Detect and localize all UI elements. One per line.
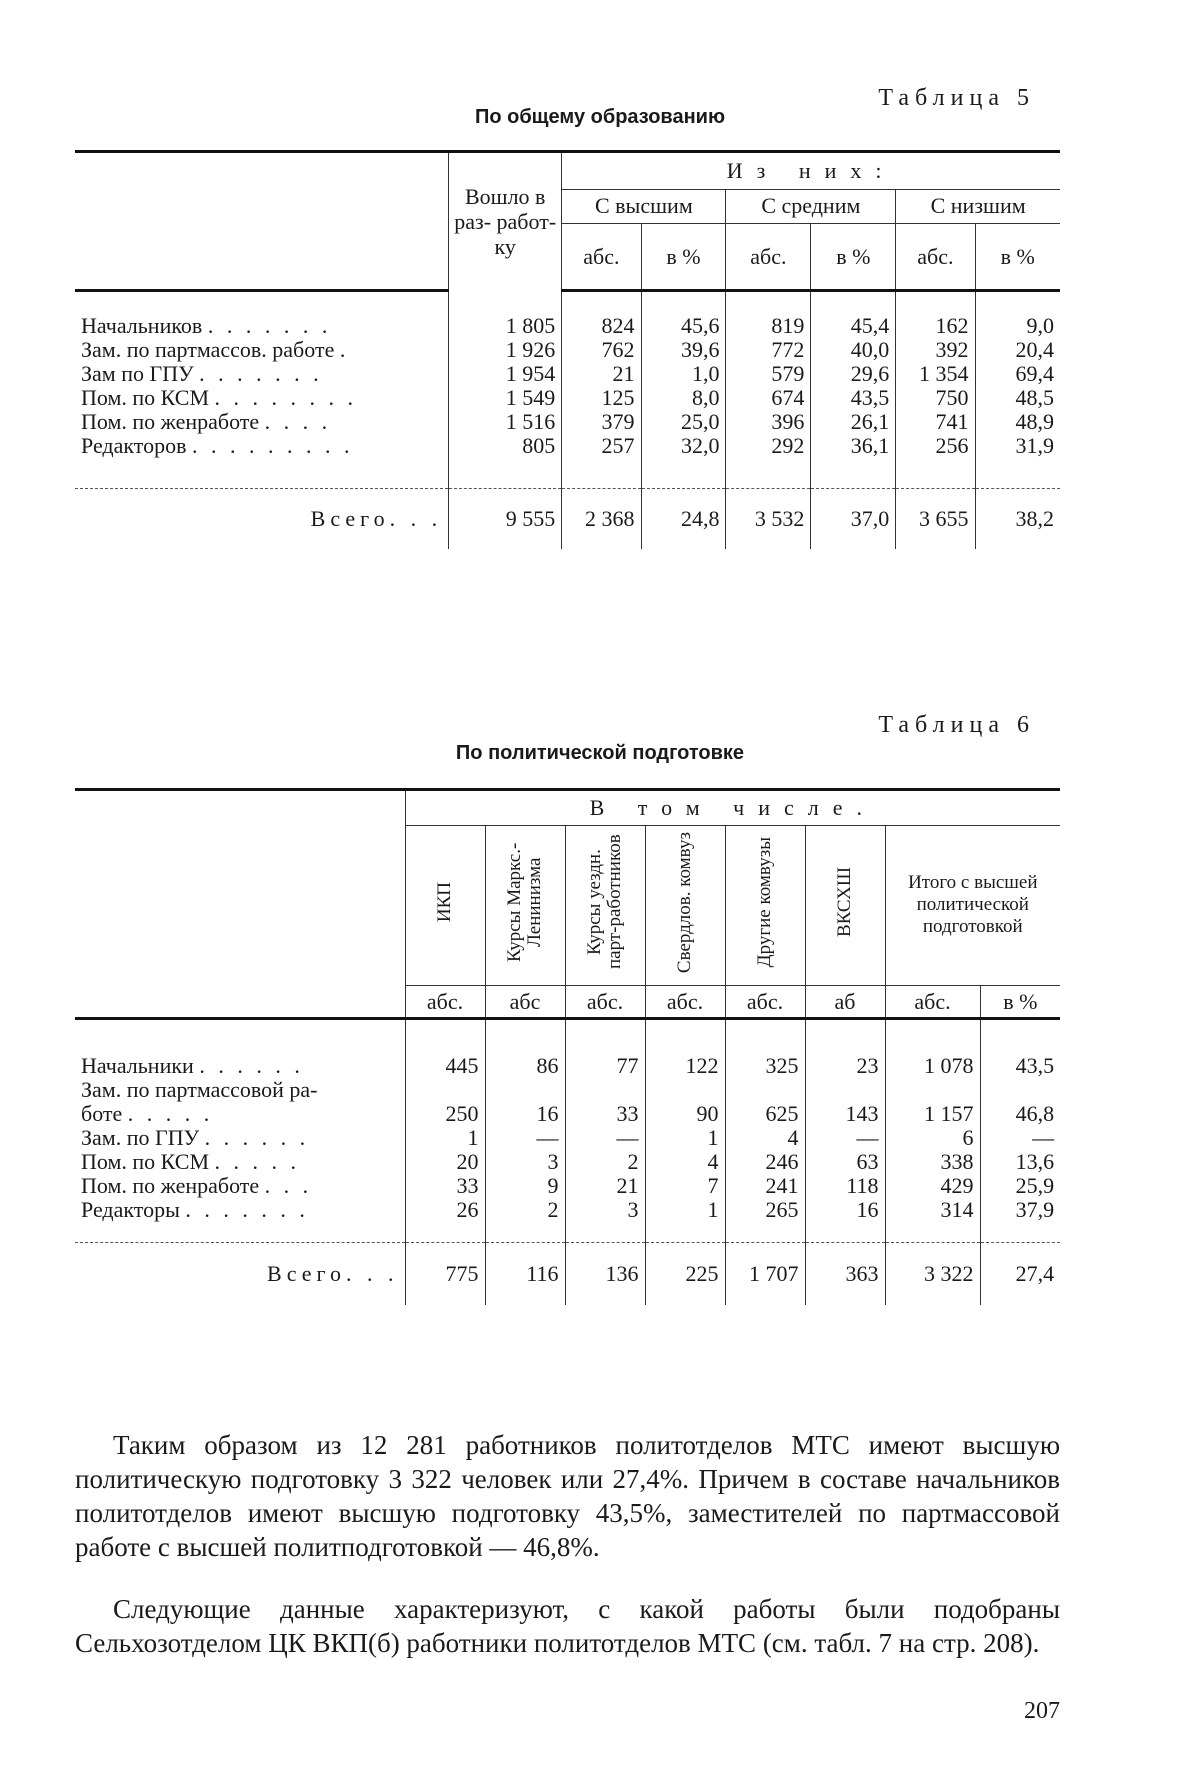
table6-col-uezd-courses: Курсы уездн. парт-работников [565, 825, 645, 985]
table5-group-higher: С высшим [562, 189, 726, 223]
table6-sub-abs: абс. [885, 985, 980, 1019]
table5-row: Редакторов . . . . . . . . . 805 257 32,0 292 36,1 256 31,9 [75, 434, 1060, 458]
table6-title: По политической подготовке [455, 742, 745, 764]
table5-sub-abs: абс. [896, 223, 975, 291]
row-label: Начальники [81, 1054, 194, 1078]
table6-total-row: Всего. . . 775 116 136 225 1 707 363 3 322 27,4 [75, 1243, 1060, 1306]
table5-sub-pct: в % [811, 223, 896, 291]
table6-row: Начальники . . . . . . 445 86 77 122 325 23 1 078 43,5 [75, 1054, 1060, 1078]
table5-row: Зам по ГПУ . . . . . . . 1 954 21 1,0 579 29,6 1 354 69,4 [75, 362, 1060, 386]
table6-sub-pct: в % [980, 985, 1060, 1019]
table6-row [75, 1078, 1060, 1102]
table5-total-row: Всего. . . 9 555 2 368 24,8 3 532 37,0 3 655 38,2 [75, 489, 1060, 550]
table5-row: Пом. по женработе . . . . 1 516 379 25,0 396 26,1 741 48,9 [75, 410, 1060, 434]
table5 [75, 150, 1060, 549]
table6-sub-abs: абс [485, 985, 565, 1019]
table6-label: Таблица 6 [878, 712, 1035, 738]
table5-sub-pct: в % [641, 223, 726, 291]
table6 [75, 788, 1060, 1305]
table5-group-lower: С низшим [896, 189, 1060, 223]
row-label: Зам. по партмассовой ра- [81, 1078, 318, 1102]
row-label: боте [81, 1102, 123, 1126]
table6-row: Пом. по КСМ . . . . . 20 3 2 4 246 63 338 13,6 [75, 1150, 1060, 1174]
table6-col-ikp: ИКП [405, 825, 485, 985]
table6-sub-abs: абс. [565, 985, 645, 1019]
table6-col-other-komvuz: Другие комвузы [725, 825, 805, 985]
table6-row: Пом. по женработе . . . 33 9 21 7 241 118 429 25,9 [75, 1174, 1060, 1198]
row-label: Зам. по партмассов. работе [81, 338, 335, 362]
body-paragraph: Следующие данные характеризуют, с какой работы были подобраны Сельхозотделом ЦК ВКП(б) работники политотделов МТС (см. табл. 7 на стр. 208). [75, 1594, 1060, 1658]
row-label: Пом. по женработе [81, 410, 260, 434]
table5-entered-header: Вошло в раз- работ- ку [449, 152, 562, 291]
total-label: Всего. . . [75, 1243, 405, 1306]
table6-sub-abs: абс. [645, 985, 725, 1019]
table6-row: Зам. по ГПУ . . . . . . 1 — — 1 4 — 6 — [75, 1126, 1060, 1150]
row-label: Зам. по ГПУ [81, 1126, 200, 1150]
table5-row: Зам. по партмассов. работе . 1 926 762 39,6 772 40,0 392 20,4 [75, 338, 1060, 362]
table6-col-total: Итого с высшей политической подготовкой [885, 825, 1060, 985]
table5-sub-abs: абс. [726, 223, 811, 291]
page-number: 207 [1024, 1698, 1060, 1724]
body-paragraph: Таким образом из 12 281 работников политотделов МТС имеют высшую политическую подготовку 3 322 человек или 27,4%. Причем в составе начальников политотделов имеют высшую подготовку 43,5%, заместителей по партмассовой работе с высшей политподготовкой — 46,8%. [75, 1430, 1060, 1562]
table6-sub-abs: абс. [405, 985, 485, 1019]
table5-label: Таблица 5 [878, 85, 1035, 111]
row-label: Пом. по женработе [81, 1174, 260, 1198]
table5-title: По общему образованию [474, 106, 726, 128]
table5-row: Начальников . . . . . . . 1 805 824 45,6 819 45,4 162 9,0 [75, 314, 1060, 338]
row-label: Редакторов [81, 434, 187, 458]
table6-col-sverdlov: Свердлов. комвуз [645, 825, 725, 985]
row-label: Пом. по КСМ [81, 1150, 210, 1174]
row-label: Зам по ГПУ [81, 362, 194, 386]
table5-row: Пом. по КСМ . . . . . . . . 1 549 125 8,0 674 43,5 750 48,5 [75, 386, 1060, 410]
row-label: Начальников [81, 314, 203, 338]
table5-sub-abs: абс. [562, 223, 641, 291]
table5-group-secondary: С средним [726, 189, 896, 223]
total-label: Всего. . . [75, 489, 449, 550]
table6-col-marx-courses: Курсы Маркс.-Ленинизма [485, 825, 565, 985]
row-label: Редакторы [81, 1198, 180, 1222]
table5-of-them-header: Из них: [562, 152, 1060, 190]
table6-sub-abs: абс. [725, 985, 805, 1019]
table5-sub-pct: в % [975, 223, 1060, 291]
table6-sub-abs: аб [805, 985, 885, 1019]
table6-col-vkskhsh: ВКСХШ [805, 825, 885, 985]
row-label: Пом. по КСМ [81, 386, 210, 410]
table6-row: боте . . . . . 250 16 33 90 625 143 1 157 46,8 [75, 1102, 1060, 1126]
table6-in-that-header: В том числе. [405, 790, 1060, 826]
table6-row: Редакторы . . . . . . . 26 2 3 1 265 16 314 37,9 [75, 1198, 1060, 1222]
